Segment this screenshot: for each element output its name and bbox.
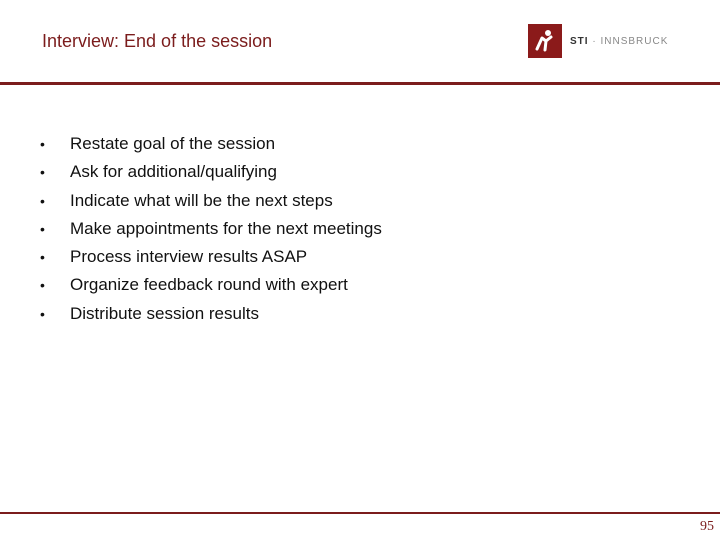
sti-innsbruck-logo: [528, 24, 668, 58]
list-item: • Distribute session results: [40, 300, 382, 328]
list-item: • Make appointments for the next meetings: [40, 215, 382, 243]
footer-divider: [0, 512, 720, 514]
bullet-list: [40, 130, 382, 328]
logo-innsbruck-text: INNSBRUCK: [600, 35, 669, 47]
list-item: • Process interview results ASAP: [40, 243, 382, 271]
list-item: • Restate goal of the session: [40, 130, 382, 158]
header-divider: [0, 82, 720, 85]
list-item: • Ask for additional/qualifying: [40, 158, 382, 186]
list-item: • Indicate what will be the next steps: [40, 187, 382, 215]
bullet-icon: •: [40, 164, 45, 181]
logo-separator: ·: [592, 35, 597, 47]
logo-text: [570, 36, 668, 47]
bullet-icon: •: [40, 220, 45, 237]
bullet-icon: •: [40, 277, 45, 294]
bullet-icon: •: [40, 192, 45, 209]
sti-logo-icon: [528, 24, 562, 58]
page-number: 95: [700, 519, 714, 534]
list-item: • Organize feedback round with expert: [40, 271, 382, 299]
logo-sti-text: STI: [570, 35, 589, 47]
slide-title: Interview: End of the session: [42, 31, 273, 51]
bullet-icon: •: [40, 136, 45, 152]
bullet-icon: •: [40, 249, 45, 266]
bullet-icon: •: [40, 305, 45, 322]
